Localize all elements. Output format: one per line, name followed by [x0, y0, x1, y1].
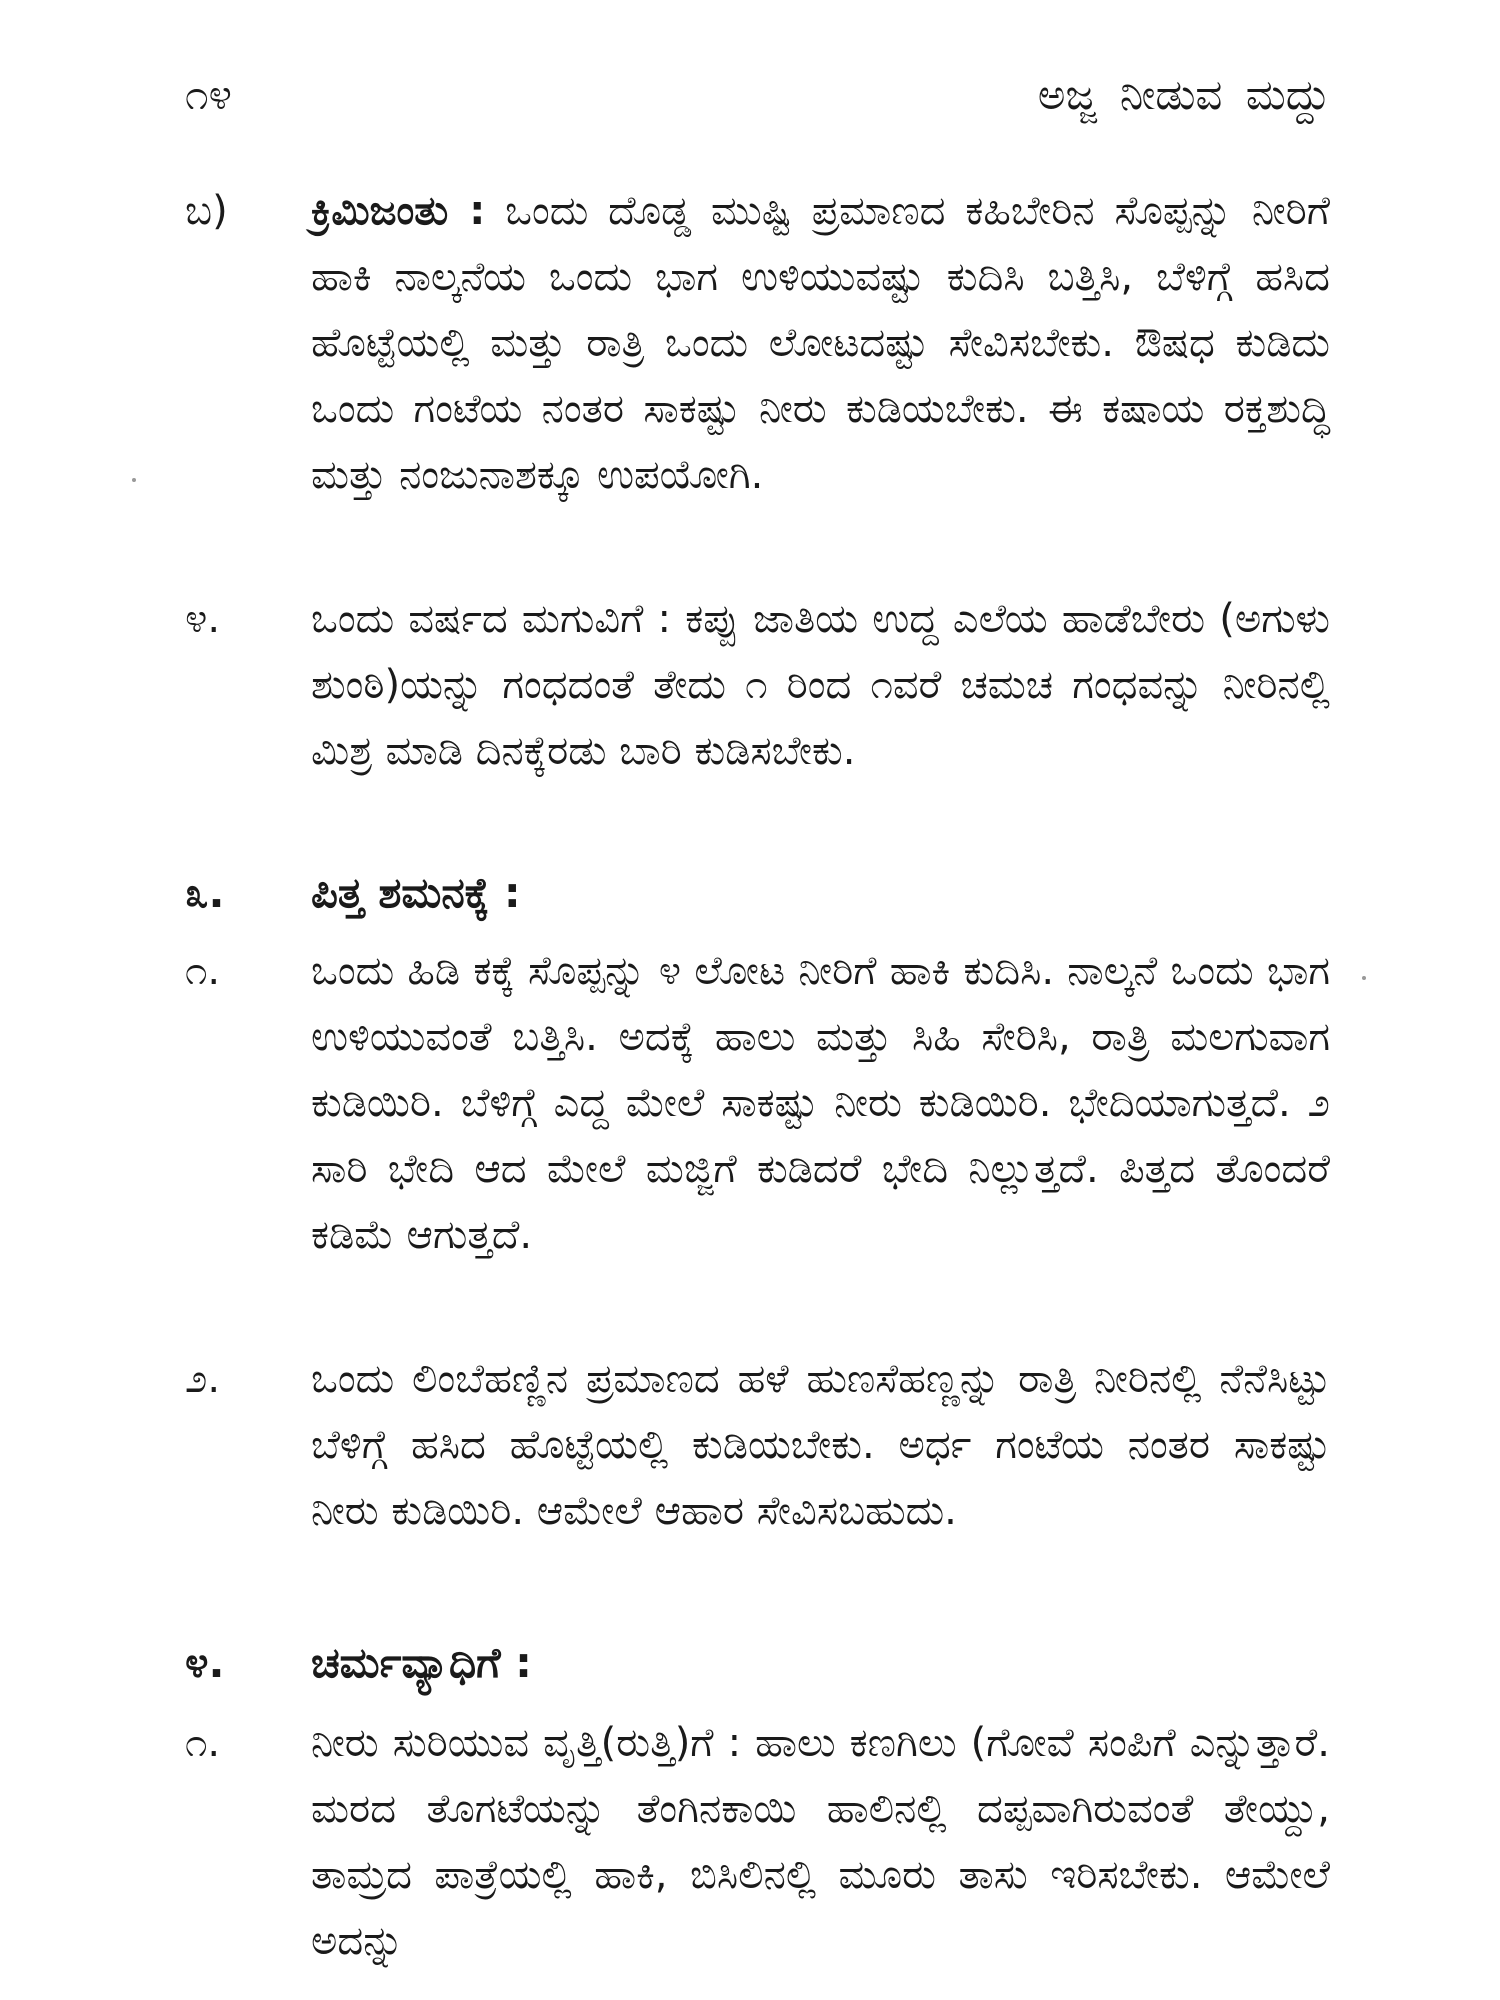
- section-title: ಪಿತ್ತ ಶಮನಕ್ಕೆ :: [311, 868, 521, 917]
- entry-kakke-leaf: [185, 938, 1330, 1268]
- scan-speck: [132, 478, 136, 482]
- entry-marker: ೧.: [185, 948, 221, 994]
- page-number: ೧೪: [185, 70, 233, 119]
- entry-text: ಒಂದು ಲಿಂಬೆಹಣ್ಣಿನ ಪ್ರಮಾಣದ ಹಳೆ ಹುಣಸೆಹಣ್ಣನ್ನು ರಾತ್ರಿ ನೀರಿನಲ್ಲಿ ನೆನೆಸಿಟ್ಟು ಬೆಳಿಗ್ಗೆ ಹಸಿದ ಹೊಟ್ಟೆಯಲ್ಲಿ ಕುಡಿಯಬೇಕು. ಅರ್ಧ ಗಂಟೆಯ ನಂತರ ಸಾಕಷ್ಟು ನೀರು ಕುಡಿಯಿರಿ. ಆಮೇಲೆ ಆಹಾರ ಸೇವಿಸಬಹುದು.: [311, 1356, 1330, 1534]
- entry-text: ನೀರು ಸುರಿಯುವ ವೃತ್ತಿ(ರುತ್ತಿ)ಗೆ : ಹಾಲು ಕಣಗಿಲು (ಗೋವೆ ಸಂಪಿಗೆ ಎನ್ನುತ್ತಾರೆ. ಮರದ ತೊಗಟೆಯನ್ನು ತೆಂಗಿನಕಾಯಿ ಹಾಲಿನಲ್ಲಿ ದಪ್ಪವಾಗಿರುವಂತೆ ತೇಯ್ದು, ತಾಮ್ರದ ಪಾತ್ರೆಯಲ್ಲಿ ಹಾಕಿ, ಬಿಸಿಲಿನಲ್ಲಿ ಮೂರು ತಾಸು ಇರಿಸಬೇಕು. ಆಮೇಲೆ ಅದನ್ನು: [311, 1720, 1330, 1964]
- entry-tamarind: [185, 1346, 1330, 1544]
- entry-marker: ೧.: [185, 1720, 221, 1766]
- book-title: ಅಜ್ಜ ನೀಡುವ ಮದ್ದು: [1037, 70, 1330, 119]
- entry-b-worms: [185, 178, 1330, 508]
- running-header: [185, 60, 1330, 130]
- section-heading-skin: [185, 1630, 1330, 1696]
- entry-text: ಒಂದು ಹಿಡಿ ಕಕ್ಕೆ ಸೊಪ್ಪನ್ನು ೪ ಲೋಟ ನೀರಿಗೆ ಹಾಕಿ ಕುದಿಸಿ. ನಾಲ್ಕನೆ ಒಂದು ಭಾಗ ಉಳಿಯುವಂತೆ ಬತ್ತಿಸಿ. ಅದಕ್ಕೆ ಹಾಲು ಮತ್ತು ಸಿಹಿ ಸೇರಿಸಿ, ರಾತ್ರಿ ಮಲಗುವಾಗ ಕುಡಿಯಿರಿ. ಬೆಳಿಗ್ಗೆ ಎದ್ದ ಮೇಲೆ ಸಾಕಷ್ಟು ನೀರು ಕುಡಿಯಿರಿ. ಭೇದಿಯಾಗುತ್ತದೆ. ೨ ಸಾರಿ ಭೇದಿ ಆದ ಮೇಲೆ ಮಜ್ಜಿಗೆ ಕುಡಿದರೆ ಭೇದಿ ನಿಲ್ಲುತ್ತದೆ. ಪಿತ್ತದ ತೊಂದರೆ ಕಡಿಮೆ ಆಗುತ್ತದೆ.: [311, 948, 1330, 1258]
- section-number: ೪.: [185, 1638, 225, 1687]
- entry-text: ಒಂದು ದೊಡ್ಡ ಮುಷ್ಟಿ ಪ್ರಮಾಣದ ಕಹಿಬೇರಿನ ಸೊಪ್ಪನ್ನು ನೀರಿಗೆ ಹಾಕಿ ನಾಲ್ಕನೆಯ ಒಂದು ಭಾಗ ಉಳಿಯುವಷ್ಟು ಕುದಿಸಿ ಬತ್ತಿಸಿ, ಬೆಳಿಗ್ಗೆ ಹಸಿದ ಹೊಟ್ಟೆಯಲ್ಲಿ ಮತ್ತು ರಾತ್ರಿ ಒಂದು ಲೋಟದಷ್ಟು ಸೇವಿಸಬೇಕು. ಔಷಧ ಕುಡಿದು ಒಂದು ಗಂಟೆಯ ನಂತರ ಸಾಕಷ್ಟು ನೀರು ಕುಡಿಯಬೇಕು. ಈ ಕಷಾಯ ರಕ್ತಶುದ್ಧಿ ಮತ್ತು ನಂಜುನಾಶಕ್ಕೂ ಉಪಯೋಗಿ.: [311, 188, 1330, 498]
- entry-marker: ೨.: [185, 1356, 221, 1402]
- entry-weeping-eczema: [185, 1710, 1330, 1974]
- entry-lead: ಕ್ರಿಮಿಜಂತು :: [311, 188, 486, 234]
- entry-text: ಒಂದು ವರ್ಷದ ಮಗುವಿಗೆ : ಕಪ್ಪು ಜಾತಿಯ ಉದ್ದ ಎಲೆಯ ಹಾಡೆಬೇರು (ಅಗುಳು ಶುಂಠಿ)ಯನ್ನು ಗಂಧದಂತೆ ತೇದು ೧ ರಿಂದ ೧ವರೆ ಚಮಚ ಗಂಧವನ್ನು ನೀರಿನಲ್ಲಿ ಮಿಶ್ರ ಮಾಡಿ ದಿನಕ್ಕೆರಡು ಬಾರಿ ಕುಡಿಸಬೇಕು.: [311, 596, 1330, 774]
- section-title: ಚರ್ಮವ್ಯಾಧಿಗೆ :: [311, 1638, 532, 1687]
- entry-marker: ಬ): [185, 188, 228, 234]
- entry-marker: ೪.: [185, 596, 221, 642]
- scan-speck: [1362, 976, 1366, 980]
- entry-one-year-child: [185, 586, 1330, 784]
- entry-body: [311, 178, 1330, 508]
- section-number: ೩.: [185, 868, 225, 917]
- section-heading-bile: [185, 860, 1330, 926]
